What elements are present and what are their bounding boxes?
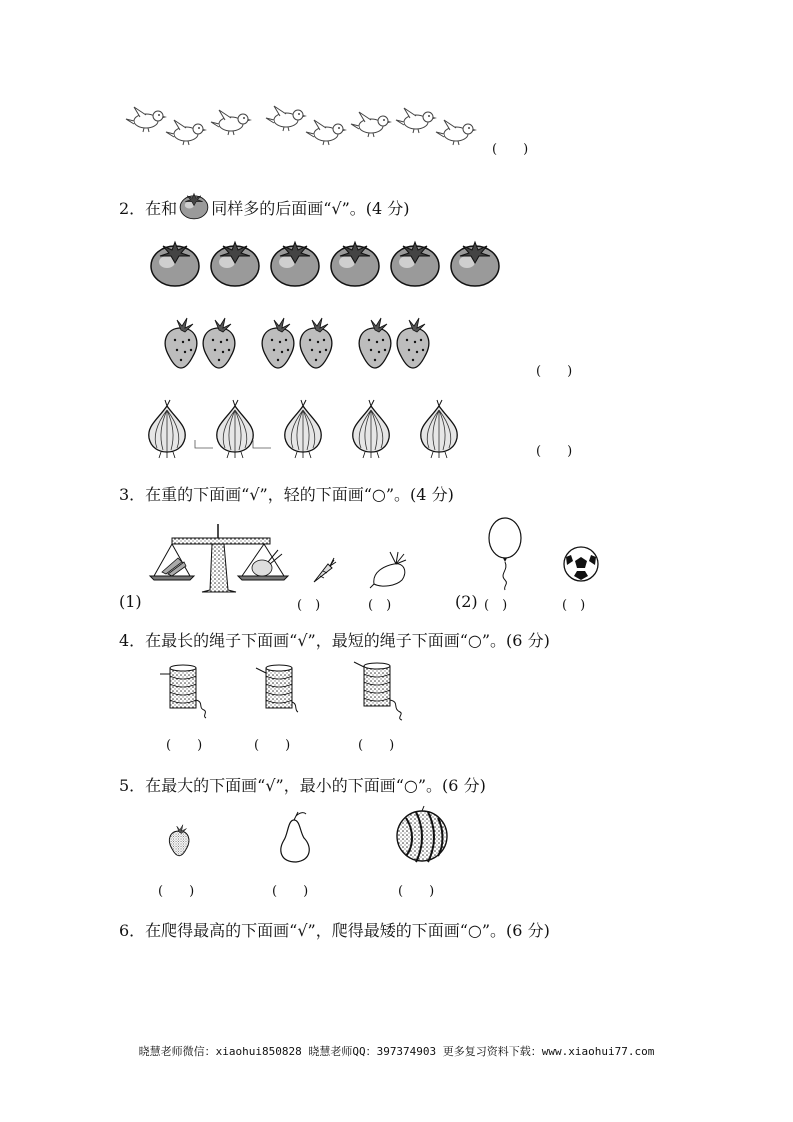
onion-icon	[285, 400, 322, 458]
rope-coil-2	[254, 662, 306, 718]
q3-carrot-blank[interactable]: ( )	[297, 598, 321, 613]
question-6-title: 6．在爬得最高的下面画“√”，爬得最矮的下面画“○”。(6 分)	[119, 921, 550, 940]
q2-prefix: 2．在和	[119, 199, 178, 218]
soccer-ball-icon	[562, 545, 600, 583]
tomato-icon	[391, 242, 439, 286]
question-2-title	[119, 190, 410, 220]
watermelon-icon	[394, 806, 450, 864]
q2-strawberry-blank[interactable]: ( )	[536, 364, 573, 379]
strawberry-icon	[262, 318, 294, 368]
q3-part1-label: (1)	[119, 592, 142, 611]
q3-part2-label: (2)	[455, 592, 478, 611]
rope-coil-3	[352, 658, 408, 720]
tomato-icon	[451, 242, 499, 286]
question-3-title: 3．在重的下面画“√”，轻的下面画“○”。(4 分)	[119, 485, 454, 504]
footer-contact: 晓慧老师微信：xiaohui850828 晓慧老师QQ：397374903 更多复习资料下载：www.xiaohui77.com	[138, 1045, 655, 1058]
tomato-icon	[151, 242, 199, 286]
q2-suffix: 同样多的后面画“√”。(4 分)	[211, 199, 410, 218]
strawberry-small-icon	[168, 826, 194, 862]
q5-blank-3[interactable]: ( )	[398, 884, 435, 899]
onion-row	[147, 400, 477, 460]
question-5-title: 5．在最大的下面画“√”，最小的下面画“○”。(6 分)	[119, 776, 486, 795]
q1-answer-blank[interactable]: ( )	[492, 142, 529, 157]
q5-blank-2[interactable]: ( )	[272, 884, 309, 899]
q4-blank-1[interactable]: ( )	[166, 738, 203, 753]
strawberry-icon	[203, 318, 235, 368]
q3-ball-blank[interactable]: ( )	[562, 598, 586, 613]
q2-onion-blank[interactable]: ( )	[536, 444, 573, 459]
rope-coil-1	[158, 662, 210, 718]
q5-blank-1[interactable]: ( )	[158, 884, 195, 899]
onion-icon	[421, 400, 458, 458]
balloon-icon	[485, 516, 525, 590]
q3-radish-blank[interactable]: ( )	[368, 598, 392, 613]
tomato-icon	[177, 190, 211, 220]
radish-icon	[370, 546, 410, 588]
tomato-icon	[331, 242, 379, 286]
carrot-icon	[310, 556, 336, 586]
q4-blank-2[interactable]: ( )	[254, 738, 291, 753]
strawberry-icon	[359, 318, 391, 368]
onion-icon	[217, 400, 254, 458]
q3-balloon-blank[interactable]: ( )	[484, 598, 508, 613]
tomato-icon	[211, 242, 259, 286]
tomato-row	[150, 236, 510, 296]
onion-icon	[353, 400, 390, 458]
birds-row	[125, 100, 495, 155]
q4-blank-3[interactable]: ( )	[358, 738, 395, 753]
strawberry-icon	[397, 318, 429, 368]
strawberry-row	[163, 320, 443, 372]
pear-icon	[276, 810, 314, 864]
onion-icon	[149, 400, 186, 458]
question-4-title: 4．在最长的绳子下面画“√”，最短的绳子下面画“○”。(6 分)	[119, 631, 550, 650]
strawberry-icon	[300, 318, 332, 368]
balance-scale	[150, 522, 290, 594]
tomato-icon	[271, 242, 319, 286]
strawberry-icon	[165, 318, 197, 368]
